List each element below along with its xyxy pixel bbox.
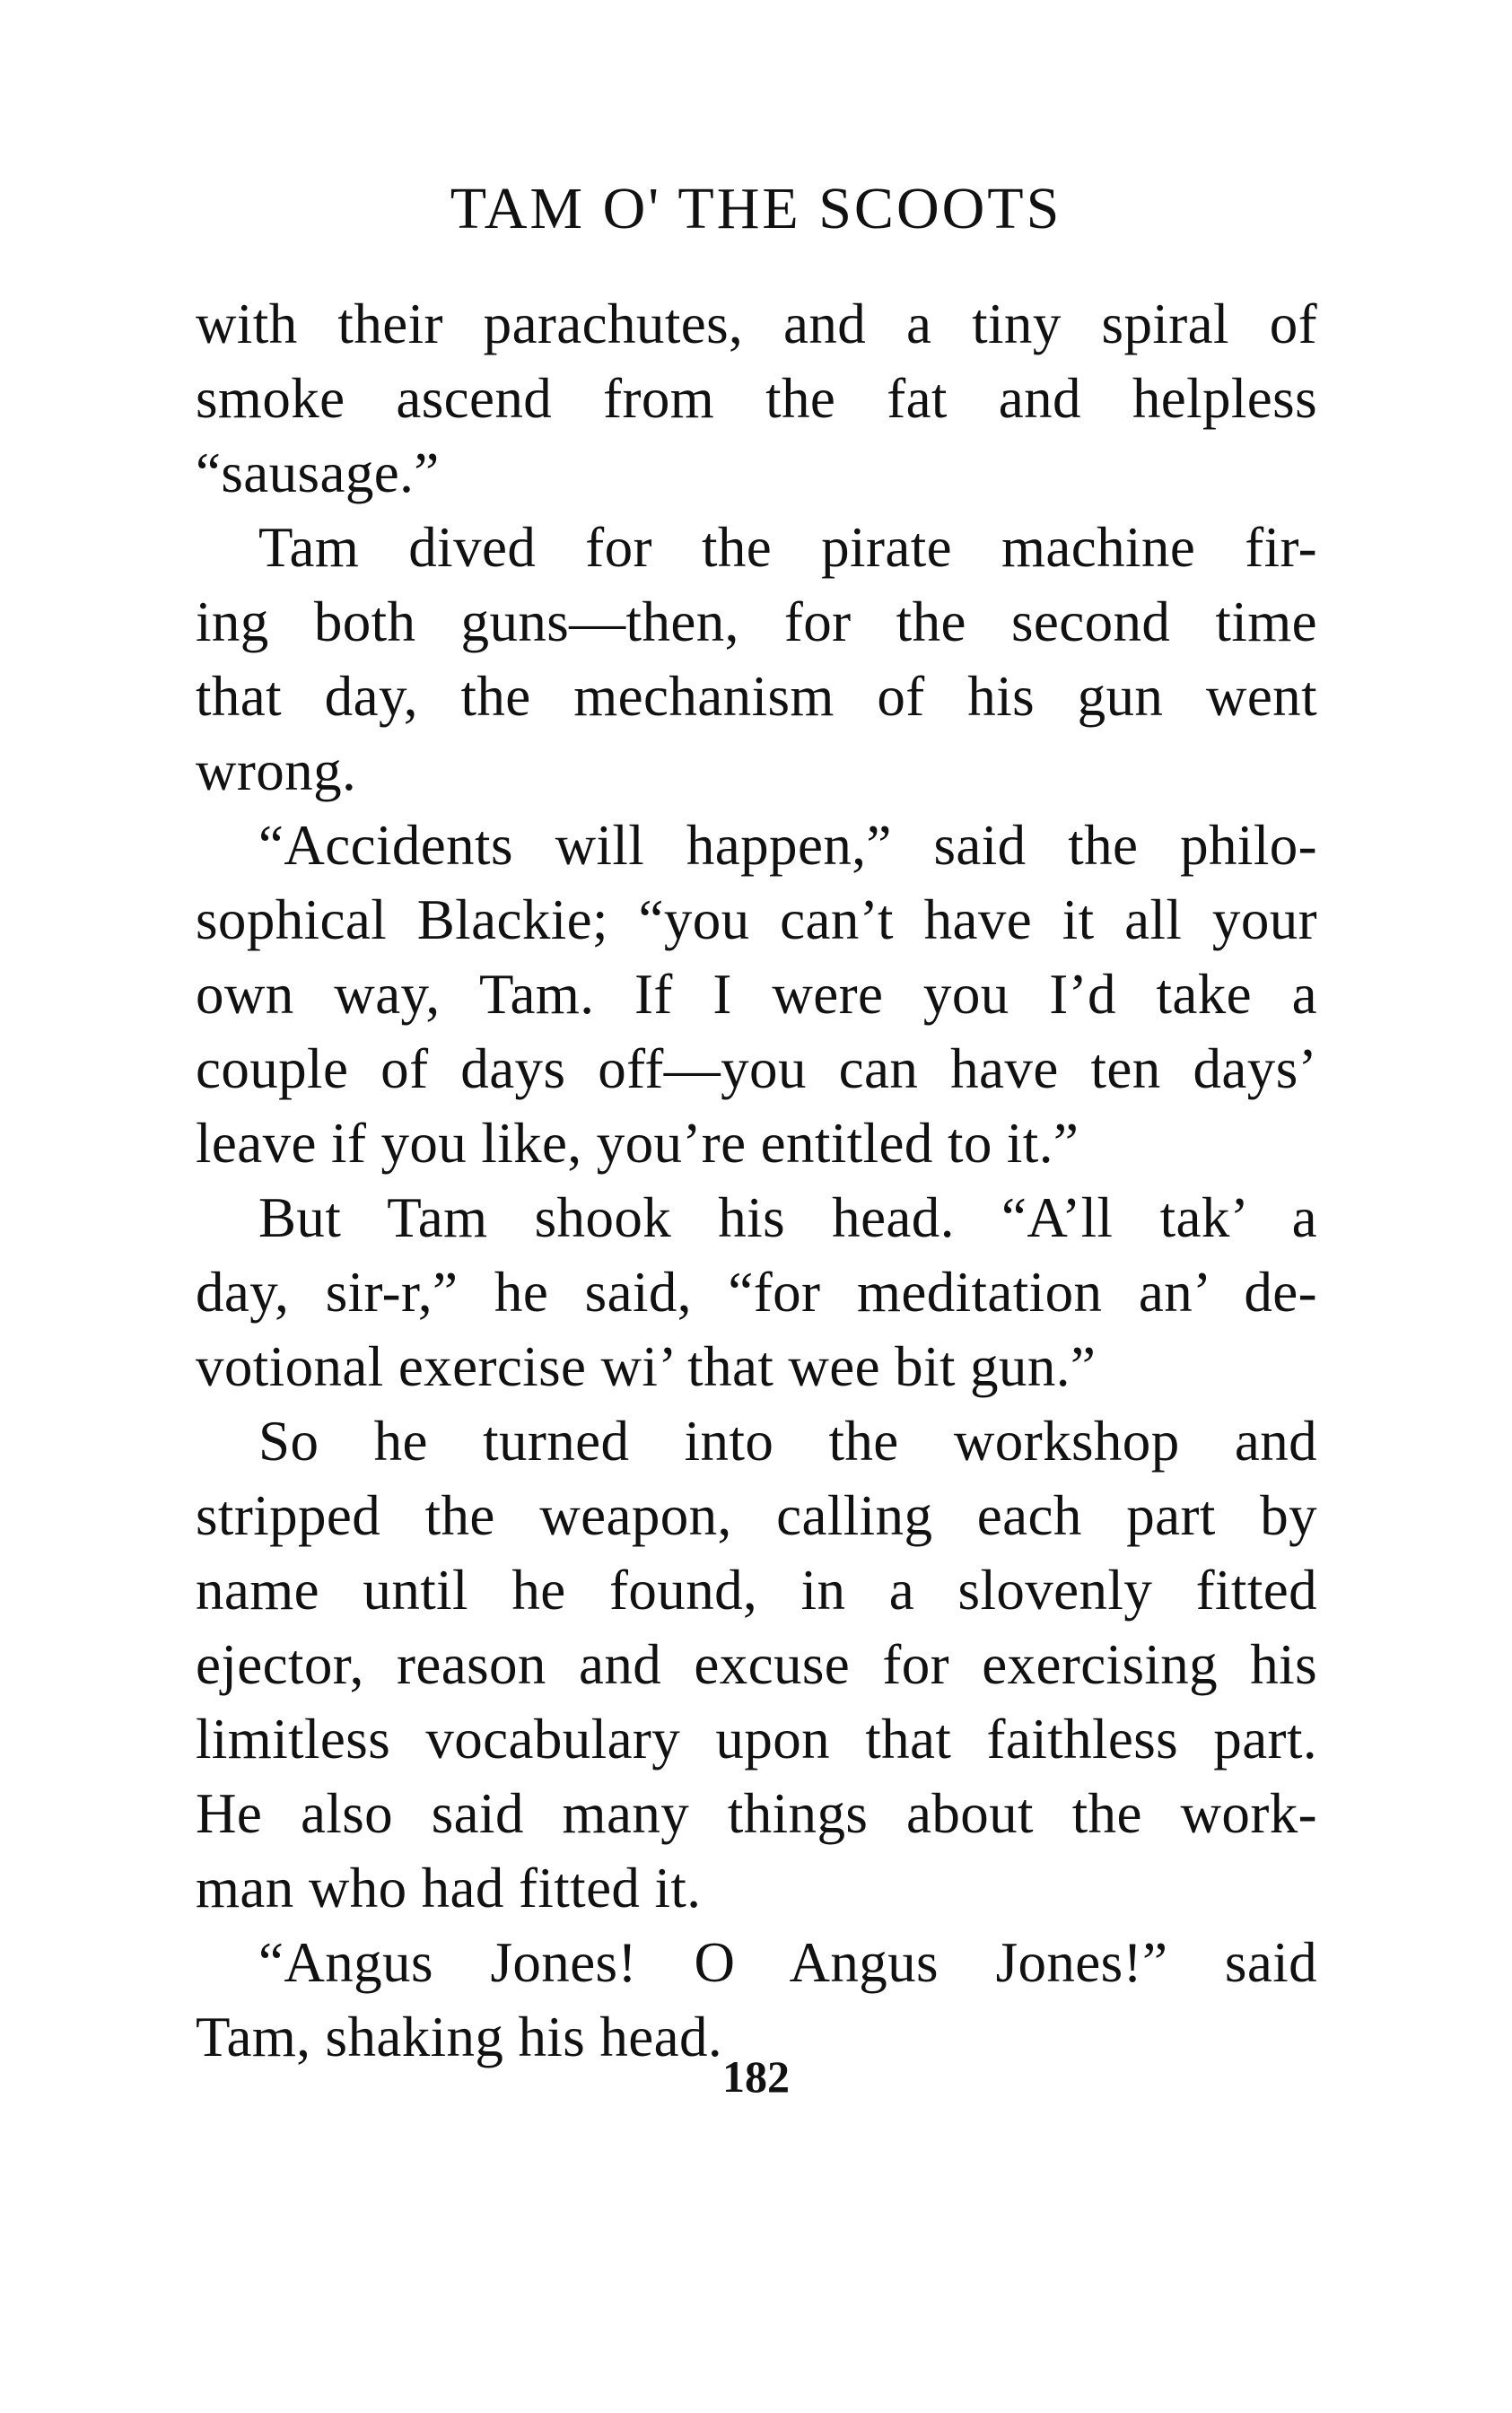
text-line: that day, the mechanism of his gun went xyxy=(196,665,1317,728)
text-line: “Accidents will happen,” said the philo- xyxy=(258,814,1317,877)
text-line: smoke ascend from the fat and helpless xyxy=(196,367,1317,430)
text-line: sophical Blackie; “you can’t have it all your xyxy=(196,888,1317,951)
running-head: TAM O' THE SCOOTS xyxy=(450,176,1062,241)
body-text xyxy=(196,287,1317,2075)
text-line: leave if you like, you’re entitled to it.” xyxy=(196,1112,1079,1175)
text-line: So he turned into the workshop and xyxy=(258,1410,1317,1473)
text-line: ing both guns—then, for the second time xyxy=(196,590,1317,653)
text-line: He also said many things about the work- xyxy=(196,1782,1317,1845)
page-number: 182 xyxy=(722,2051,790,2102)
text-line: But Tam shook his head. “A’ll tak’ a xyxy=(258,1186,1317,1249)
text-line: day, sir-r,” he said, “for meditation an’ de- xyxy=(196,1261,1317,1324)
text-line: limitless vocabulary upon that faithless part. xyxy=(196,1708,1317,1770)
text-line: stripped the weapon, calling each part by xyxy=(196,1484,1317,1547)
text-line: Tam, shaking his head. xyxy=(196,2006,723,2068)
text-line: couple of days off—you can have ten days’ xyxy=(196,1037,1317,1100)
text-line: votional exercise wi’ that wee bit gun.” xyxy=(196,1335,1097,1398)
text-line: own way, Tam. If I were you I’d take a xyxy=(196,963,1317,1026)
text-line: man who had fitted it. xyxy=(196,1857,702,1919)
text-line: ejector, reason and excuse for exercising his xyxy=(196,1633,1317,1696)
text-line: “Angus Jones! O Angus Jones!” said xyxy=(258,1931,1317,1994)
text-line: wrong. xyxy=(196,739,357,802)
text-line: with their parachutes, and a tiny spiral of xyxy=(196,293,1317,355)
text-line: name until he found, in a slovenly fitted xyxy=(196,1559,1317,1622)
text-line: Tam dived for the pirate machine fir- xyxy=(258,516,1317,579)
text-line: “sausage.” xyxy=(196,442,440,504)
